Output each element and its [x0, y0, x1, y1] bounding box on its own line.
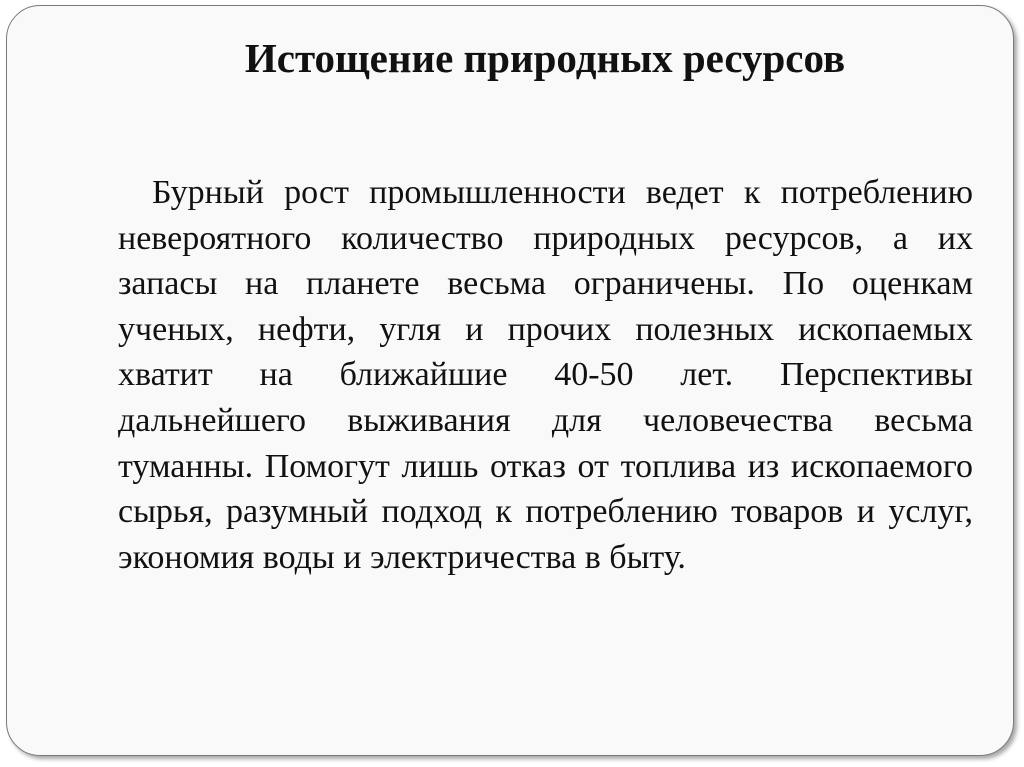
slide-title: Истощение природных ресурсов	[244, 35, 846, 81]
slide-frame	[6, 5, 1014, 756]
slide-body-text: Бурный рост промышленности ведет к потреблению невероятного количество природных ресурсов, а их запасы на планете весьма ограничены. По оценкам ученых, нефти, угля и прочих полезных ископаемых хватит на ближайшие 40-50 лет. Перспективы дальнейшего выживания для человечества весьма туманны. Помогут лишь отказ от топлива из ископаемого сырья, разумный подход к потреблению товаров и услуг, экономия воды и электричества в быту.	[118, 174, 973, 576]
